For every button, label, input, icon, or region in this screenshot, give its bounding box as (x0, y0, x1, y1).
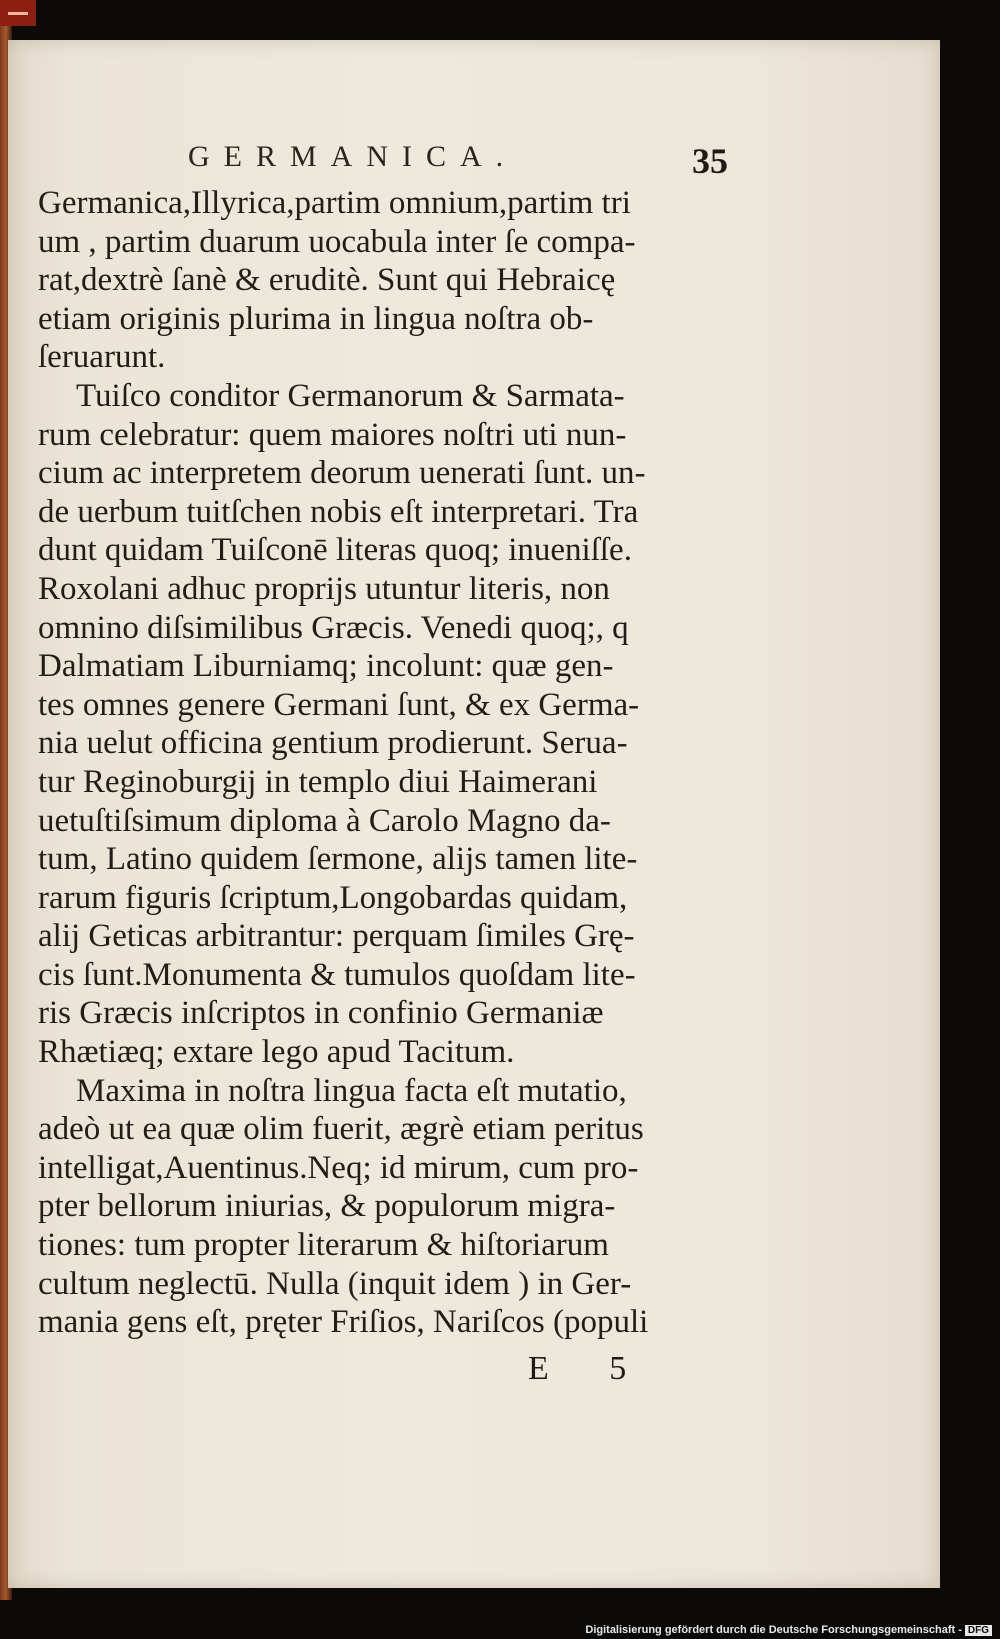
text-line: rat,dextrè ſanè & eruditè. Sunt qui Hebraicę (38, 262, 616, 299)
text-line: de uerbum tuitſchen nobis eſt interpretari. Tra (38, 493, 639, 530)
text-line: alij Geticas arbitrantur: perquam ſimiles Grę- (38, 918, 635, 955)
footer-credit-text: Digitalisierung gefördert durch die Deutsche Forschungsgemeinschaft - (585, 1624, 962, 1636)
text-line: dunt quidam Tuiſconē literas quoq; inueniſſe. (38, 532, 632, 569)
text-line: nia uelut officina gentium prodierunt. Serua- (38, 725, 628, 762)
text-line: Germanica,Illyrica,partim omnium,partim tri (38, 185, 631, 221)
paragraph-start-line: Maxima in noſtra lingua facta eſt mutatio, (76, 1072, 627, 1109)
text-line: adeò ut ea quæ olim fuerit, ægrè etiam peritus (38, 1111, 644, 1148)
text-line: Rhætiæq; extare lego apud Tacitum. (38, 1034, 515, 1071)
text-line: pter bellorum iniurias, & populorum migra- (38, 1188, 616, 1225)
page-number: 35 (692, 141, 728, 181)
text-line: tes omnes genere Germani ſunt, & ex Germa- (38, 686, 640, 723)
text-line: Dalmatiam Liburniamq; incolunt: quæ gen- (38, 648, 614, 685)
text-line: ſeruarunt. (38, 339, 166, 376)
text-line: um , partim duarum uocabula inter ſe compa- (38, 223, 636, 260)
text-line: cium ac interpretem deorum uenerati ſunt. un- (38, 455, 646, 492)
running-head: GERMANICA. (188, 140, 518, 173)
text-line: ris Græcis inſcriptos in confinio Germaniæ (38, 995, 604, 1032)
text-line: rarum figuris ſcriptum,Longobardas quidam, (38, 879, 628, 916)
dfg-logo: DFG (965, 1625, 992, 1636)
text-line: rum celebratur: quem maiores noſtri uti nun- (38, 416, 627, 453)
text-line: intelligat,Auentinus.Neq; id mirum, cum pro- (38, 1149, 639, 1186)
text-line: etiam originis plurima in lingua noſtra ob- (38, 300, 594, 337)
page-text (38, 184, 710, 1342)
text-line: cultum neglectū. Nulla (inquit idem ) in Ger- (38, 1265, 632, 1302)
text-line: cis ſunt.Monumenta & tumulos quoſdam lite- (38, 956, 636, 993)
text-line: uetuſtiſsimum diploma à Carolo Magno da- (38, 802, 611, 839)
text-line: tum, Latino quidem ſermone, alijs tamen lite- (38, 841, 638, 878)
text-line: tur Reginoburgij in templo diui Haimerani (38, 763, 598, 800)
text-line: mania gens eſt, pręter Friſios, Nariſcos (populi (38, 1304, 649, 1341)
text-line: omnino diſsimilibus Græcis. Venedi quoq;, q (38, 609, 629, 646)
text-line: Roxolani adhuc proprijs utuntur literis, non (38, 570, 610, 607)
paragraph-start-line: Tuiſco conditor Germanorum & Sarmata- (76, 377, 625, 414)
signature-mark: E 5 (528, 1350, 653, 1387)
corner-mark: ▬▬ (0, 0, 36, 26)
text-line: tiones: tum propter literarum & hiſtoriarum (38, 1227, 609, 1264)
book-page (8, 40, 940, 1588)
footer-credit (585, 1624, 992, 1636)
